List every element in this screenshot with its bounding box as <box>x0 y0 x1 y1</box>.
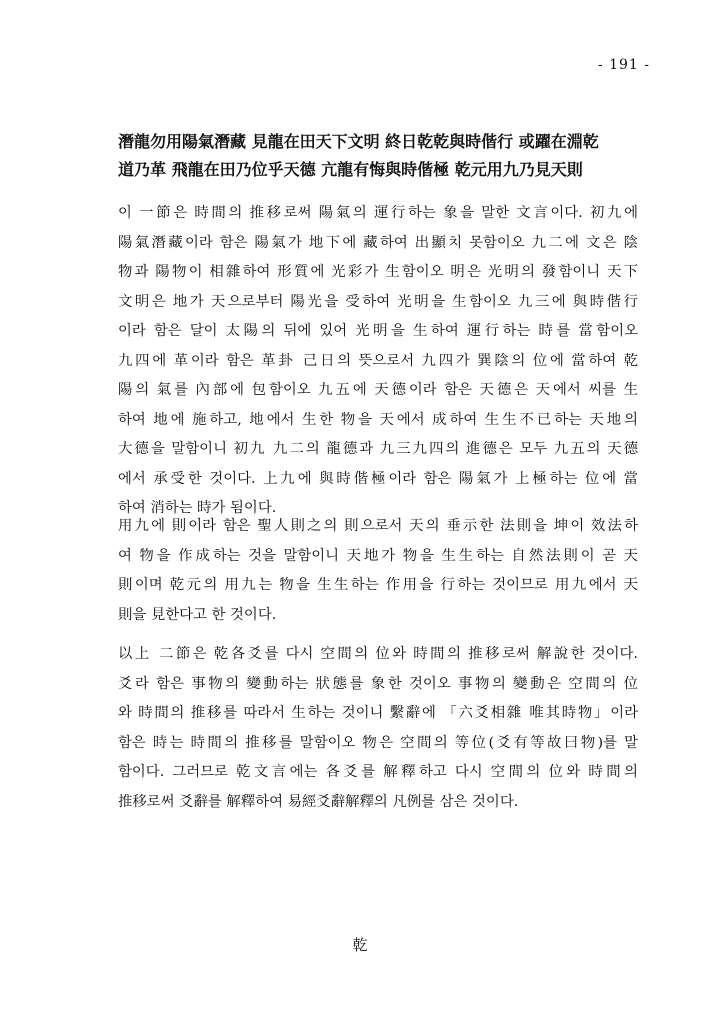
paragraph-line: 와 時間의 推移를 따라서 生하는 것이니 繫辭에 「六爻相雜 唯其時物」이라 <box>118 705 638 721</box>
paragraph-line: 하여 地에 施하고, 地에서 生한 物을 天에서 成하여 生生不已하는 天地의 <box>118 411 638 428</box>
heading-line: 潛龍勿用陽氣潛藏 見龍在田天下文明 終日乾乾與時偕行 或躍在淵乾 <box>118 132 599 151</box>
paragraph-line: 에서 承受한 것이다. 上九에 與時偕極이라 함은 陽氣가 上極하는 位에 當 <box>118 470 638 487</box>
page-number: - 191 - <box>597 57 650 73</box>
page-footer: 乾 <box>352 936 368 954</box>
heading-line: 道乃革 飛龍在田乃位乎天德 亢龍有悔與時偕極 乾元用九乃見天則 <box>118 160 583 179</box>
paragraph-line: 이라 함은 달이 太陽의 뒤에 있어 光明을 生하여 運行하는 時를 當함이오 <box>118 323 638 339</box>
verse-heading <box>118 128 628 184</box>
paragraph-line: 物과 陽物이 相雜하여 形質에 光彩가 生함이오 明은 光明의 發함이니 天下 <box>118 264 638 280</box>
paragraph-line: 以上 二節은 乾各爻를 다시 空間의 位와 時間의 推移로써 解說한 것이다. <box>118 646 638 662</box>
commentary-paragraph-2 <box>118 512 638 630</box>
paragraph-line: 推移로써 爻辭를 解釋하여 易經爻辭解釋의 凡例를 삼은 것이다. <box>118 793 519 810</box>
paragraph-line: 함이다. 그러므로 乾文言에는 各爻를 解釋하고 다시 空間의 位와 時間의 <box>118 764 638 780</box>
commentary-paragraph-3 <box>118 640 638 817</box>
paragraph-line: 文明은 地가 天으로부터 陽光을 受하여 光明을 生함이오 九三에 與時偕行 <box>118 293 638 310</box>
paragraph-line: 爻라 함은 事物의 變動하는 狀態를 象한 것이오 事物의 變動은 空間의 位 <box>118 675 638 692</box>
commentary-paragraph-1 <box>118 199 638 524</box>
paragraph-line: 九四에 革이라 함은 革卦 己日의 뜻으로서 九四가 巽陰의 位에 當하여 乾 <box>118 352 638 369</box>
paragraph-line: 大德을 말함이니 初九 九二의 龍德과 九三九四의 進德은 모두 九五의 天德 <box>118 441 638 457</box>
paragraph-line: 함은 時는 時間의 推移를 말함이오 物은 空間의 等位(爻有等故曰物)를 말 <box>118 734 638 751</box>
paragraph-line: 하여 消하는 時가 됨이다. <box>118 500 277 516</box>
paragraph-line: 여 物을 作成하는 것을 말함이니 天地가 物을 生生하는 自然法則이 곧 天 <box>118 547 638 564</box>
paragraph-line: 用九에 則이라 함은 聖人則之의 則으로서 天의 垂示한 法則을 坤이 效法하 <box>118 518 638 534</box>
paragraph-line: 陽氣潛藏이라 함은 陽氣가 地下에 藏하여 出顯치 못함이오 九二에 文은 陰 <box>118 234 638 251</box>
paragraph-line: 陽의 氣를 內部에 包함이오 九五에 天德이라 함은 天德은 天에서 씨를 生 <box>118 382 638 398</box>
paragraph-line: 이 一節은 時間의 推移로써 陽氣의 運行하는 象을 말한 文言이다. 初九에 <box>118 205 638 221</box>
paragraph-line: 則이며 乾元의 用九는 物을 生生하는 作用을 行하는 것이므로 用九에서 天 <box>118 577 638 593</box>
paragraph-line: 則을 見한다고 한 것이다. <box>118 606 277 623</box>
